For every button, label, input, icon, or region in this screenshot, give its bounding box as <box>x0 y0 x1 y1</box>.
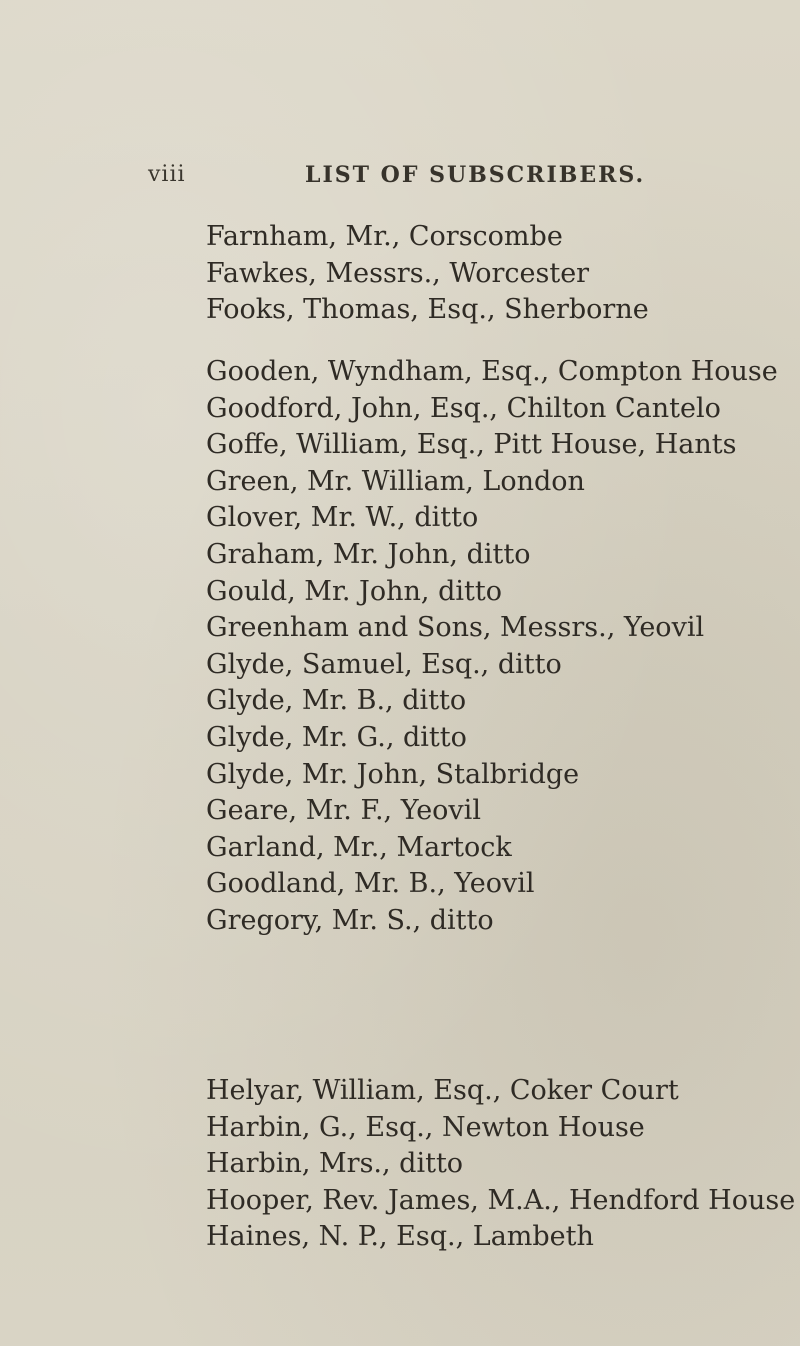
subscriber-entry: Graham, Mr. John, ditto <box>206 538 531 570</box>
subscriber-entry: Fooks, Thomas, Esq., Sherborne <box>206 294 649 326</box>
subscriber-entry: Goodland, Mr. B., Yeovil <box>206 868 535 900</box>
page-title: LIST OF SUBSCRIBERS. <box>305 162 646 188</box>
subscriber-entry: Gregory, Mr. S., ditto <box>206 904 494 936</box>
subscriber-entry: Helyar, William, Esq., Coker Court <box>206 1075 679 1106</box>
subscriber-group-f <box>206 219 649 329</box>
subscriber-entry: Fawkes, Messrs., Worcester <box>206 257 590 289</box>
subscriber-group-g <box>206 354 778 940</box>
subscriber-entry: Hooper, Rev. James, M.A., Hendford House <box>206 1184 796 1216</box>
subscriber-group-h <box>206 1073 795 1256</box>
subscriber-entry: Harbin, Mrs., ditto <box>206 1148 464 1180</box>
subscriber-entry: Haines, N. P., Esq., Lambeth <box>206 1221 594 1253</box>
subscriber-entry: Green, Mr. William, London <box>206 465 585 497</box>
subscriber-entry: Greenham and Sons, Messrs., Yeovil <box>206 612 705 644</box>
subscriber-entry: Glyde, Mr. John, Stalbridge <box>206 758 580 790</box>
subscriber-entry: Glyde, Mr. B., ditto <box>206 685 467 717</box>
page-number: viii <box>148 162 186 187</box>
subscriber-entry: Gould, Mr. John, ditto <box>206 575 502 607</box>
subscriber-entry: Gooden, Wyndham, Esq., Compton House <box>206 356 778 387</box>
subscriber-entry: Garland, Mr., Martock <box>206 831 512 863</box>
subscriber-entry: Farnham, Mr., Corscombe <box>206 221 563 252</box>
subscriber-entry: Glyde, Samuel, Esq., ditto <box>206 648 562 680</box>
subscriber-entry: Goodford, John, Esq., Chilton Cantelo <box>206 392 721 424</box>
subscriber-entry: Glyde, Mr. G., ditto <box>206 721 467 753</box>
subscriber-entry: Glover, Mr. W., ditto <box>206 502 479 534</box>
subscriber-entry: Harbin, G., Esq., Newton House <box>206 1111 645 1143</box>
subscriber-entry: Geare, Mr. F., Yeovil <box>206 795 481 827</box>
subscriber-entry: Goffe, William, Esq., Pitt House, Hants <box>206 429 737 461</box>
